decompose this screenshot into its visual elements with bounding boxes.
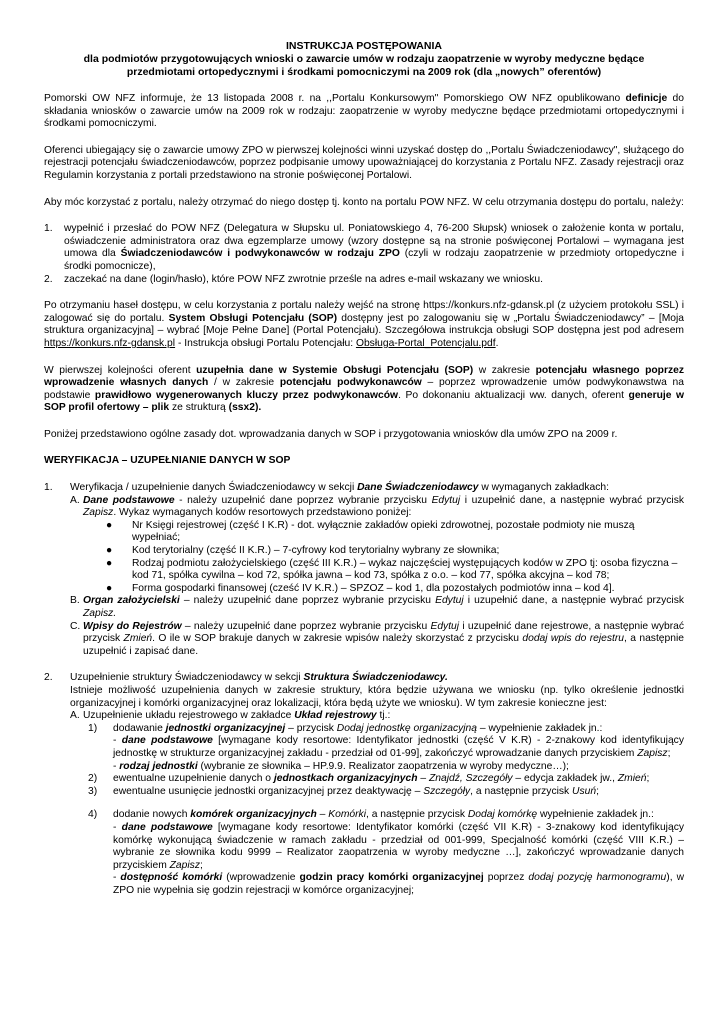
- bullet-item: ● Nr Księgi rejestrowej (część I K.R) - dot. wyłącznie zakładów opieki zdrowotnej, pozostałe podmioty nie muszą wypełniać;: [106, 519, 635, 544]
- document-page: [44, 40, 684, 897]
- paragraph-rules-intro: Poniżej przedstawiono ogólne zasady dot. wprowadzania danych w SOP i przygotowania wniosków dla umów ZPO na 2009 r.: [44, 428, 618, 440]
- section-2-item-1: 1) dodawanie jednostki organizacyjnej – przycisk Dodaj jednostkę organizacyjną – wypełnienie zakładek jn.: - dane podstawowe [wymagane kody resortowe: Identyfikator jednostki (część V K.R) - 2-znakowy kod identyfikujący jednostkę w strukturze organizacyjnej zakładu - przedział od 01-99], zakończyć wprowadzanie danych przyciskiem Zapisz; - rodzaj jednostki (wybranie ze słownika – HP.9.9. Realizator zaopatrzenia w wyroby medyczne…);: [88, 722, 684, 772]
- paragraph-announcement: Pomorski OW NFZ informuje, że 13 listopada 2008 r. na ,,Portalu Konkursowym" Pomorskiego OW NFZ opublikowano definicje do składania wniosków o zawarcie umów na 2009 rok w rodzaju: zaopatrzenie w wyroby medyczne będące przedmiotami ortopedycznymi i środkami pomocniczymi.: [44, 93, 684, 130]
- title-line-2: dla podmiotów przygotowujących wnioski o zawarcie umów w rodzaju zaopatrzenie w wyroby medyczne będące: [83, 53, 645, 65]
- section-1-c: C. Wpisy do Rejestrów – należy uzupełnić dane poprzez wybranie przycisku Edytuj i uzupełnić dane rejestrowe, a następnie wybrać przycisk Zmień. O ile w SOP brakuje danych w zakresie wpisów należy skorzystać z przycisku dodaj wpis do rejestru, a następnie uzupełnić i zapisać dane.: [70, 620, 684, 657]
- bullet-item: ● Kod terytorialny (część II K.R.) – 7-cyfrowy kod terytorialny wybrany ze słownika;: [106, 545, 500, 557]
- title-line-3: przedmiotami ortopedycznymi i środkami pomocniczymi na 2009 rok (dla „nowych” oferentów): [126, 66, 602, 78]
- paragraph-sop: Po otrzymaniu haseł dostępu, w celu korzystania z portalu należy wejść na stronę https://konkurs.nfz-gdansk.pl (z użyciem protokołu SSL) i zalogować się do portalu. System Obsługi Potencjału (SOP) dostępny jest po zalogowaniu się w „Portalu Świadczeniodawcy” – [Moja struktura organizacyjna] – wybrać [Moje Pełne Dane] (Portal Potencjału). Szczegółowa instrukcja obsługi SOP dostępna jest pod adresem https://konkurs.nfz-gdansk.pl - Instrukcja obsługi Portalu Potencjału: Obsługa-Portal_Potencjalu.pdf.: [44, 300, 685, 349]
- document-title: [44, 40, 684, 79]
- section-heading: WERYFIKACJA – UZUPEŁNIANIE DANYCH W SOP: [44, 455, 291, 467]
- instruction-pdf-link[interactable]: Obsługa-Portal_Potencjalu.pdf: [355, 337, 496, 349]
- section-2-item-4: 4) dodanie nowych komórek organizacyjnych – Komórki, a następnie przycisk Dodaj komórkę wypełnienie zakładek jn.: - dane podstawowe [wymagane kody resortowe: Identyfikator komórki (część VII K.R) - 3-znakowy kod identyfikujący komórkę wykonującą świadczenie w ramach zakładu - przedział od 001-999, Specjalność komórki (część VIII K.R.) – wybranie ze słownika kodu 9999 – Realizator zaopatrzenia w wyroby medyczne …], zakończyć wprowadzanie danych przyciskiem Zapisz; - dostępność komórki (wprowadzenie godzin pracy komórki organizacyjnej poprzez dodaj pozycję harmonogramu), w ZPO nie wypełnia się godzin rejestracji w komórce organizacyjnej;: [88, 809, 684, 896]
- title-line-1: INSTRUKCJA POSTĘPOWANIA: [286, 40, 442, 52]
- konkurs-link[interactable]: https://konkurs.nfz-gdansk.pl: [44, 337, 176, 349]
- paragraph-portal-access: Oferenci ubiegający się o zawarcie umowy ZPO w pierwszej kolejności winni uzyskać dostęp do ,,Portalu Świadczeniodawcy", służącego do rejestracji potencjału świadczeniodawców, poprzez podpisanie umowy upoważniającej do korzystania z Portalu NFZ. Zasady rejestracji oraz Regulamin korzystania z portali przedstawiono na stronie poświęconej Portalowi.: [44, 144, 684, 181]
- section-2-a: A. Uzupełnienie układu rejestrowego w zakładce Układ rejestrowy tj.:: [70, 710, 391, 722]
- list-item-1: 1. wypełnić i przesłać do POW NFZ (Delegatura w Słupsku ul. Poniatowskiego 4, 76-200 Słupsk) wniosek o założenie konta w portalu, oświadczenie administratora oraz dwa egzemplarze umowy (wzory dostępne są na stronie poświęconej Portalowi – wymagana jest umowa dla Świadczeniodawców i podwykonawców w rodzaju ZPO (czyli w rodzaju zaopatrzenie w przedmioty ortopedyczne i środki pomocnicze),: [44, 223, 684, 272]
- paragraph-first-step: W pierwszej kolejności oferent uzupełnia dane w Systemie Obsługi Potencjału (SOP) w zakresie potencjału własnego poprzez wprowadzenie własnych danych / w zakresie potencjału podwykonawców – poprzez wprowadzenie umów podwykonawstwa na podstawie prawidłowo wygenerowanych kluczy przez podwykonawców. Po dokonaniu aktualizacji ww. danych, oferent generuje w SOP profil ofertowy – plik ze strukturą (ssx2).: [44, 364, 685, 414]
- paragraph-how-to: Aby móc korzystać z portalu, należy otrzymać do niego dostęp tj. konto na portalu POW NFZ. W celu otrzymania dostępu do portalu, należy:: [44, 196, 684, 208]
- section-1-b: B. Organ założycielski – należy uzupełnić dane poprzez wybranie przycisku Edytuj i uzupełnić dane, a następnie wybrać przycisk Zapisz.: [70, 595, 684, 619]
- bullet-item: ● Rodzaj podmiotu założycielskiego (część III K.R.) – wykaz najczęściej występujących kodów w ZPO tj: osoba fizyczna – kod 71, spółka cywilna – kod 72, spółka jawna – kod 73, spółka z o.o. – kod 77, spółka akcyjna – kod 78;: [106, 557, 678, 582]
- section-2-item-2: 2) ewentualne uzupełnienie danych o jednostkach organizacyjnych – Znajdź, Szczegóły – edycja zakładek jw., Zmień;: [88, 773, 650, 785]
- bullet-item: ● Forma gospodarki finansowej (cześć IV K.R.) – SPZOZ – kod 1, dla pozostałych podmiotów inna – kod 4].: [106, 582, 615, 594]
- section-1-a: A. Dane podstawowe - należy uzupełnić dane poprzez wybranie przycisku Edytuj i uzupełnić dane, a następnie wybrać przycisk Zapisz. Wykaz wymaganych kodów resortowych przedstawiono poniżej:: [70, 494, 684, 519]
- section-2: 2. Uzupełnienie struktury Świadczeniodawcy w sekcji Struktura Świadczeniodawcy. Istnieje możliwość uzupełnienia danych w zakresie struktury, która będzie używana we wniosku (np. tylko określenie jednostki organizacyjnej i komórki organizacyjnej oraz lokalizacji, która będą użyte we wniosku). W tym zakresie konieczne jest:: [44, 672, 684, 709]
- list-item-2: 2. zaczekać na dane (login/hasło), które POW NFZ zwrotnie prześle na adres e-mail wskazany we wniosku.: [44, 273, 544, 285]
- section-2-item-3: 3) ewentualne usunięcie jednostki organizacyjnej przez deaktywację – Szczegóły, a następnie przycisk Usuń;: [88, 785, 599, 797]
- section-1: 1. Weryfikacja / uzupełnienie danych Świadczeniodawcy w sekcji Dane Świadczeniodawcy w wymaganych zakładkach:: [44, 482, 609, 494]
